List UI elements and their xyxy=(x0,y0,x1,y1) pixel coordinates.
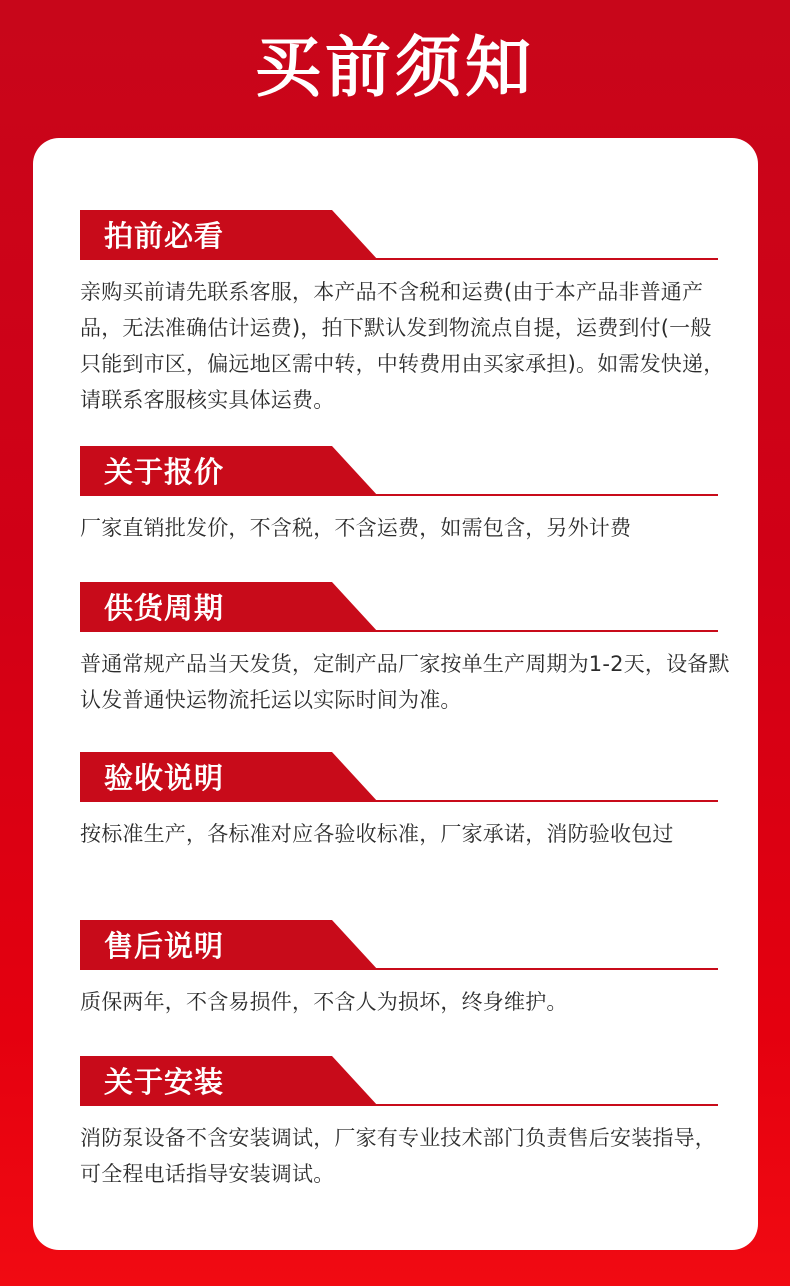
section-tab xyxy=(80,446,380,496)
section-divider xyxy=(80,258,718,260)
section-divider xyxy=(80,800,718,802)
section-divider xyxy=(80,630,718,632)
section-tab xyxy=(80,582,380,632)
page-title: 买前须知 xyxy=(255,29,535,106)
section-tab xyxy=(80,210,380,260)
section-heading: 关于安装 xyxy=(104,1065,225,1099)
section-divider xyxy=(80,1104,718,1106)
section-body: 质保两年，不含易损件，不含人为损坏，终身维护。 xyxy=(80,990,568,1014)
section-body: 亲购买前请先联系客服，本产品不含税和运费(由于本产品非普通产品，无法准确估计运费)，拍下默认发到物流点自提，运费到付(一般只能到市区，偏远地区需中转，中转费用由买家承担)。如需发快递，请联系客服核实具体运费。 xyxy=(80,280,725,412)
section-heading: 拍前必看 xyxy=(104,219,225,253)
section-tab xyxy=(80,920,380,970)
section-heading: 供货周期 xyxy=(104,591,225,625)
section-tab xyxy=(80,1056,380,1106)
section-divider xyxy=(80,494,718,496)
section-body: 普通常规产品当天发货，定制产品厂家按单生产周期为1-2天，设备默认发普通快运物流托运以实际时间为准。 xyxy=(80,652,730,712)
section-divider xyxy=(80,968,718,970)
section-heading: 验收说明 xyxy=(104,761,225,795)
section-body: 按标准生产，各标准对应各验收标准，厂家承诺，消防验收包过 xyxy=(80,822,674,846)
section-heading: 关于报价 xyxy=(104,455,225,489)
section-body: 消防泵设备不含安装调试，厂家有专业技术部门负责售后安装指导，可全程电话指导安装调试。 xyxy=(80,1126,716,1186)
section-body: 厂家直销批发价，不含税，不含运费，如需包含，另外计费 xyxy=(80,516,632,540)
section-heading: 售后说明 xyxy=(104,929,225,963)
content-card xyxy=(33,138,758,1250)
section-tab xyxy=(80,752,380,802)
